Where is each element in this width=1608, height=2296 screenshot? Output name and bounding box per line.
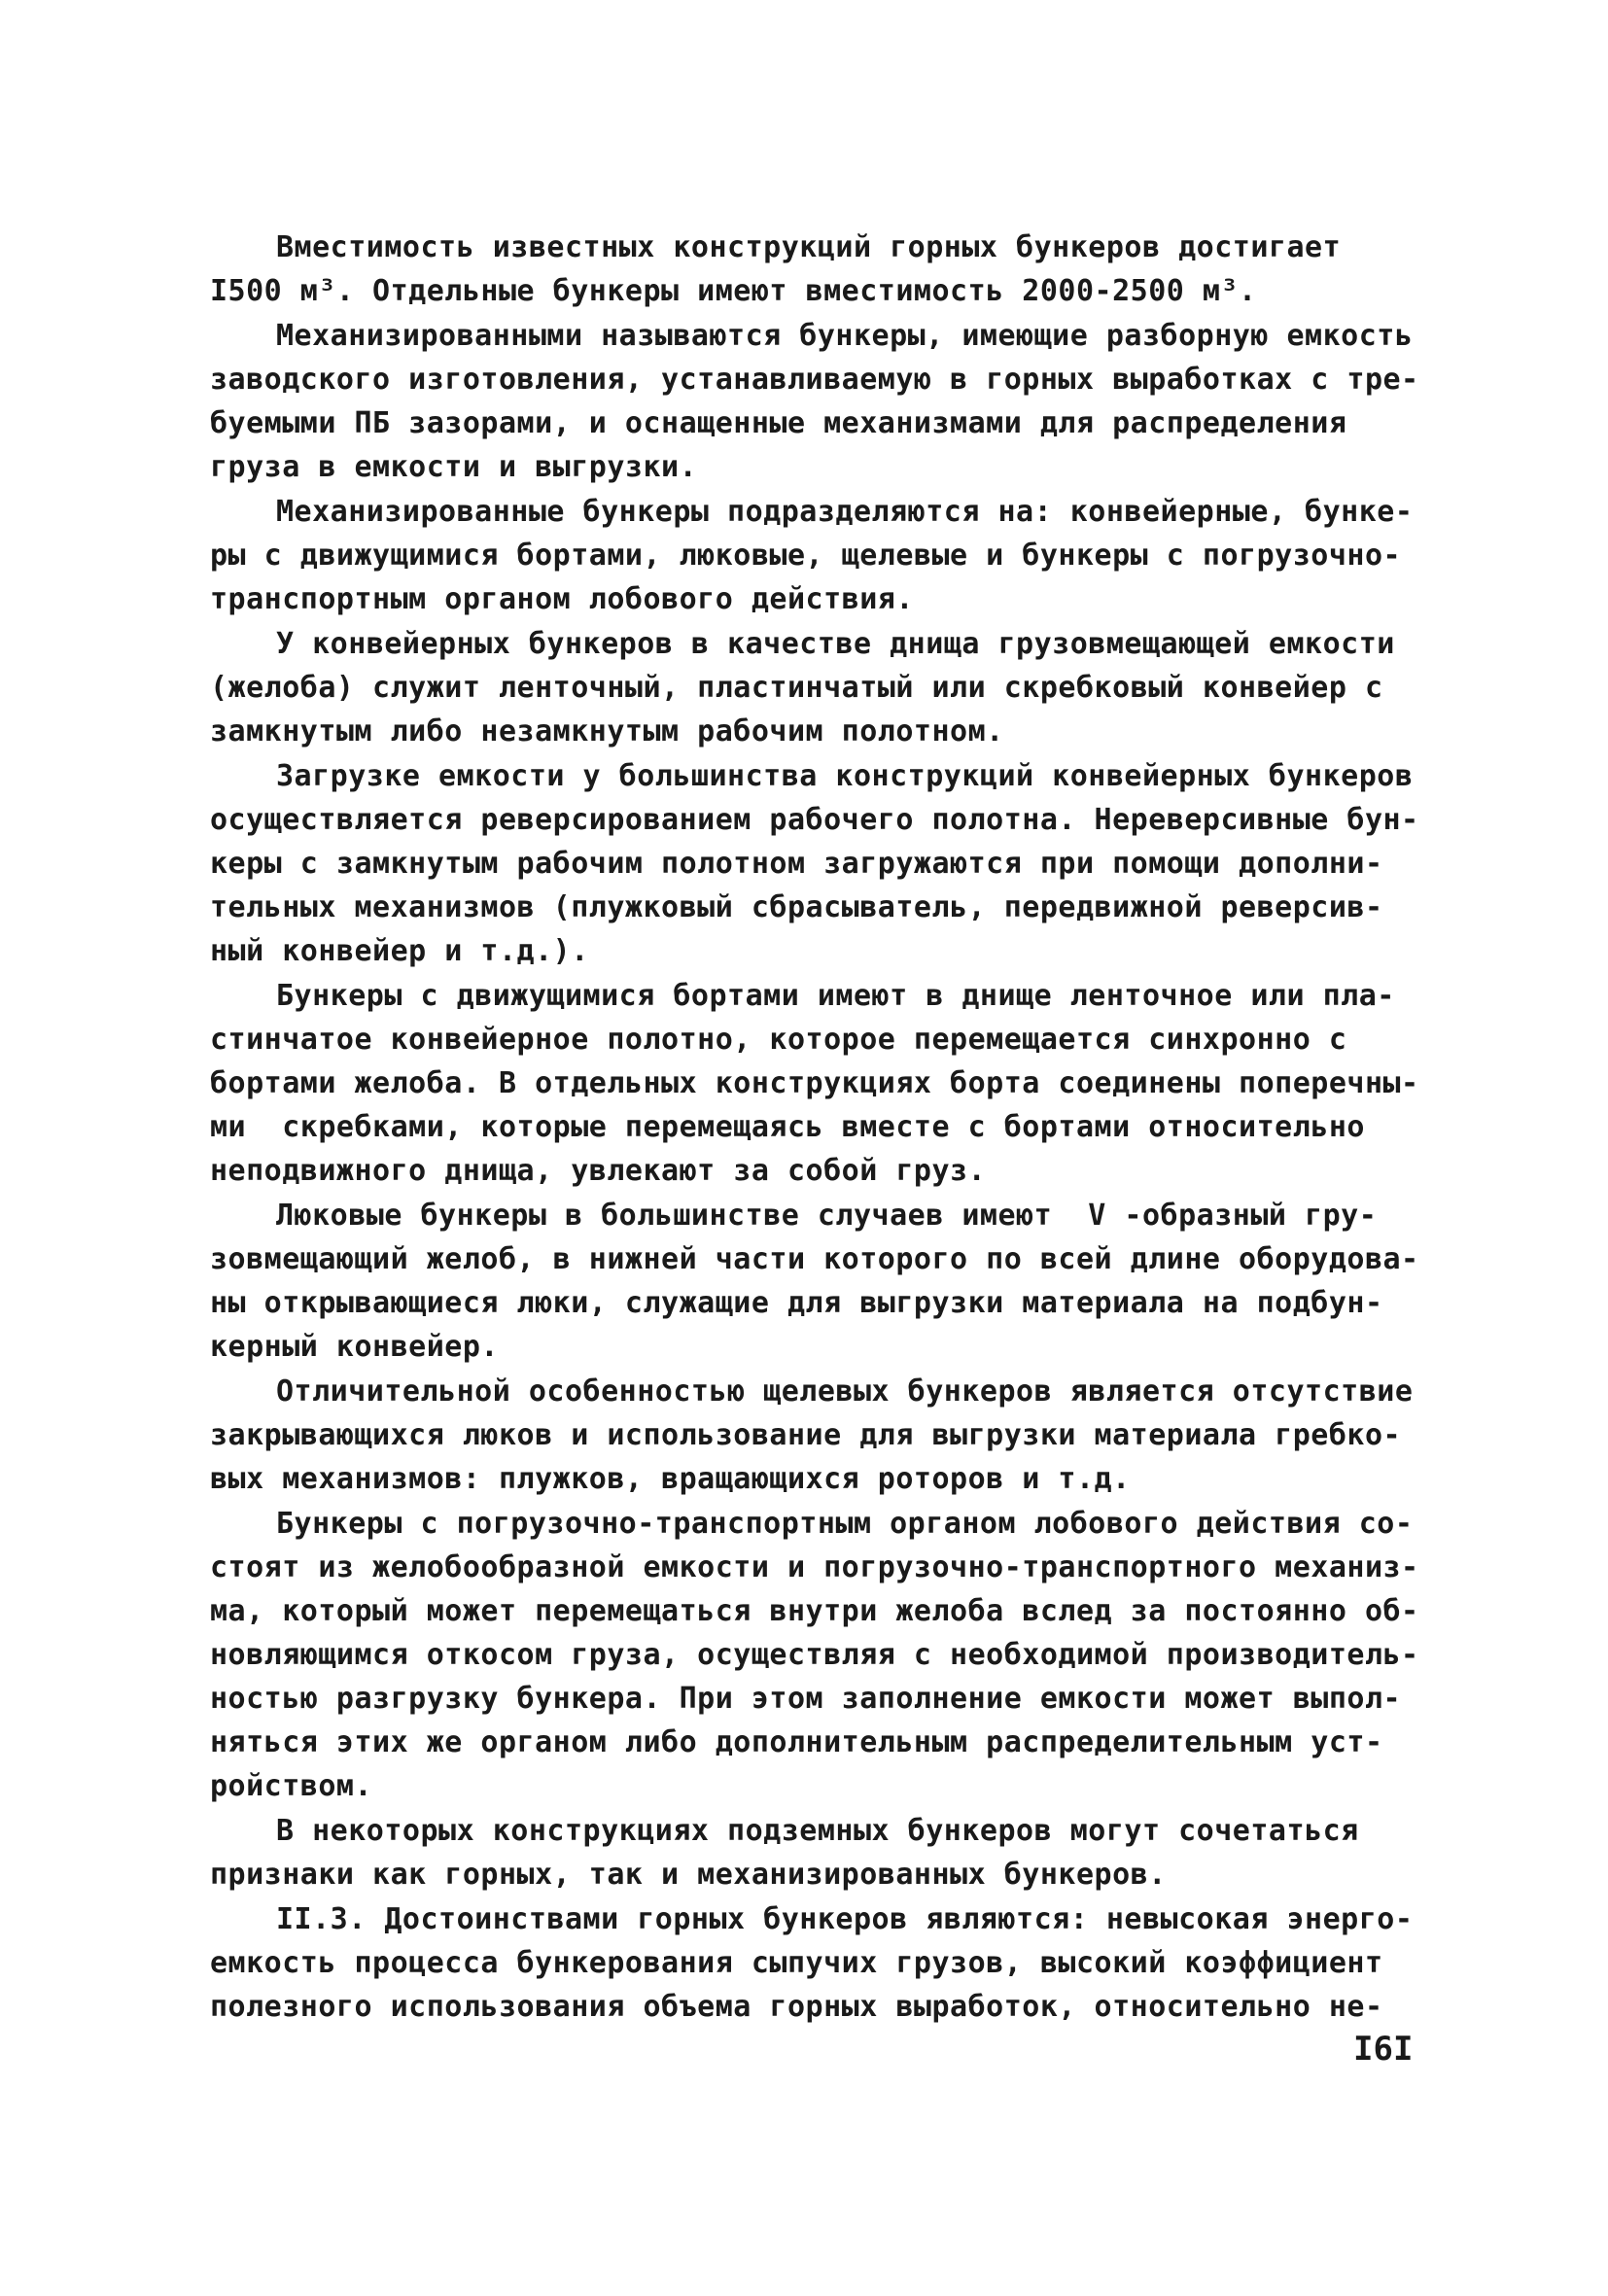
body-text [210,226,1425,2029]
text-line: ры с движущимися бортами, люковые, щелевые и бункеры с погрузочно- [210,539,1402,573]
text-line: транспортным органом лобового действия. [210,582,914,616]
text-line: неподвижного днища, увлекают за собой груз. [210,1154,987,1188]
text-line: осуществляется реверсированием рабочего полотна. Нереверсивные бун- [210,803,1419,837]
text-line: стоят из желобообразной емкости и погрузочно-транспортного механиз- [210,1550,1419,1584]
text-line: Загрузке емкости у большинства конструкций конвейерных бункеров [276,759,1414,793]
text-line: зовмещающий желоб, в нижней части которого по всей длине оборудова- [210,1242,1419,1276]
text-line: замкнутым либо незамкнутым рабочим полотном. [210,714,1004,748]
paragraph [210,1809,1425,1896]
text-line: закрывающихся люков и использование для выгрузки материала гребко- [210,1418,1402,1452]
page-number: I6I [1353,2030,1414,2069]
paragraph [210,974,1425,1193]
text-line: новляющимся откосом груза, осуществляя с необходимой производитель- [210,1638,1419,1672]
text-line: ми скребками, которые перемещаясь вместе с бортами относительно [210,1110,1365,1144]
paragraph [210,754,1425,973]
text-line: тельных механизмов (плужковый сбрасыватель, передвижной реверсив- [210,890,1383,924]
text-line: Бункеры с погрузочно-транспортным органом лобового действия со- [276,1507,1414,1541]
text-line: I500 м³. Отдельные бункеры имеют вместимость 2000-2500 м³. [210,274,1257,308]
paragraph [210,1194,1425,1369]
text-line: ностью разгрузку бункера. При этом заполнение емкости может выпол- [210,1682,1402,1716]
text-line: груза в емкости и выгрузки. [210,450,698,484]
text-line: Отличительной особенностью щелевых бункеров является отсутствие [276,1374,1414,1409]
text-line: емкость процесса бункерования сыпучих грузов, высокий коэффициент [210,1946,1383,1980]
text-line: Механизированными называются бункеры, имеющие разборную емкость [276,319,1414,353]
text-line: заводского изготовления, устанавливаемую в горных выработках с тре- [210,363,1419,397]
paragraph [210,1370,1425,1501]
text-line: керный конвейер. [210,1330,499,1364]
text-line: няться этих же органом либо дополнительным распределительным уст- [210,1725,1383,1759]
text-line: ный конвейер и т.д.). [210,934,589,968]
paragraph [210,1502,1425,1808]
text-line: (желоба) служит ленточный, пластинчатый или скребковый конвейер с [210,671,1383,705]
text-line: ма, который может перемещаться внутри желоба вслед за постоянно об- [210,1594,1419,1628]
text-line: признаки как горных, так и механизированных бункеров. [210,1858,1167,1892]
text-line: бортами желоба. В отдельных конструкциях борта соединены поперечны- [210,1066,1419,1100]
text-line: ройством. [210,1769,373,1803]
text-line: керы с замкнутым рабочим полотном загружаются при помощи дополни- [210,847,1383,881]
text-line: Люковые бункеры в большинстве случаев имеют V -образный гру- [276,1199,1378,1233]
paragraph [210,622,1425,753]
text-line: ны открывающиеся люки, служащие для выгрузки материала на подбун- [210,1286,1383,1320]
text-line: У конвейерных бункеров в качестве днища грузовмещающей емкости [276,627,1395,661]
paragraph [210,490,1425,621]
text-line: II.3. Достоинствами горных бункеров являются: невысокая энерго- [276,1902,1414,1936]
paragraph [210,1897,1425,2029]
paragraph [210,314,1425,489]
text-line: вых механизмов: плужков, вращающихся роторов и т.д. [210,1462,1131,1496]
text-line: стинчатое конвейерное полотно, которое перемещается синхронно с [210,1023,1347,1057]
paragraph [210,226,1425,313]
text-line: В некоторых конструкциях подземных бункеров могут сочетаться [276,1814,1359,1848]
text-line: буемыми ПБ зазорами, и оснащенные механизмами для распределения [210,406,1347,440]
text-line: полезного использования объема горных выработок, относительно не- [210,1990,1383,2024]
text-line: Вместимость известных конструкций горных бункеров достигает [276,230,1342,264]
text-line: Бункеры с движущимися бортами имеют в днище ленточное или пла- [276,979,1395,1013]
text-line: Механизированные бункеры подразделяются на: конвейерные, бунке- [276,495,1414,529]
